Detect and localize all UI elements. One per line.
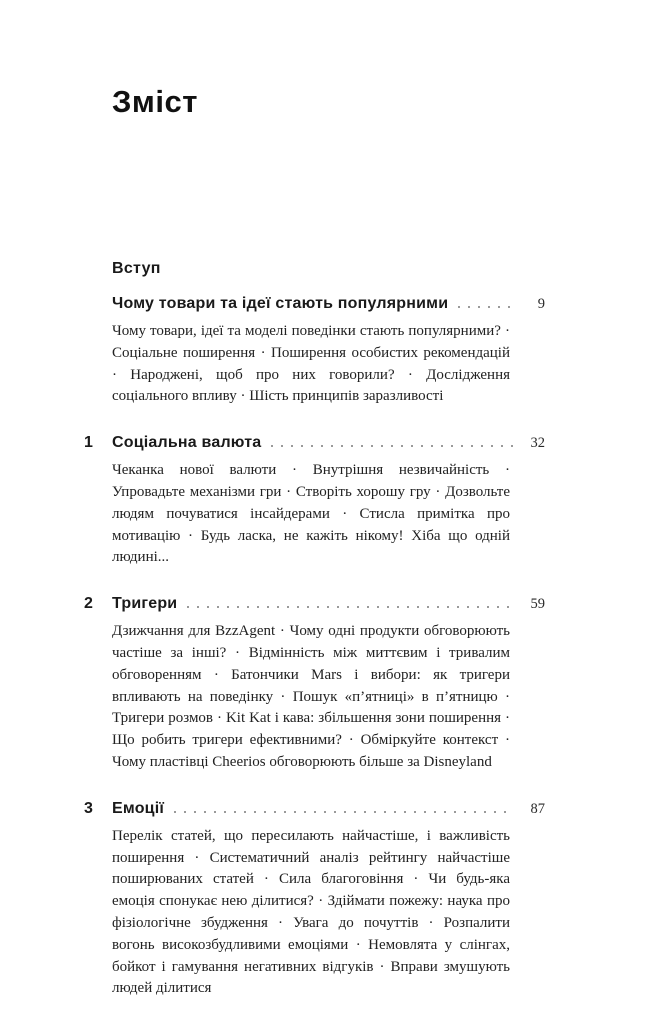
toc-heading-row	[112, 295, 545, 313]
entry-description: Дзижчання для BzzAgent · Чому одні продукти обговорюють частіше за інші? · Відмінність між миттєвим і тривалим обговоренням · Батончики Mars і вибори: як тригери впливають на поведінку · Пошук «п’ятниці» в п’ятницю · Тригери розмов · Kit Kat і кава: збільшення зони поширення · Що робить тригери ефективними? · Обміркуйте контекст · Чому пластівці Cheerios обговорюють більше за Disneyland	[112, 623, 510, 770]
entry-description: Перелік статей, що пересилають найчастіше, і важливість поширення · Систематичний аналіз рейтингу найчастіше поширюваних статей · Сила благоговіння · Чи будь-яка емоція спонукає нею ділитися? · Здіймати пожежу: наука про фізіологічне збудження · Увага до почуттів · Розпалити вогонь високозбудливими емоціями · Немовлята у слінгах, бойкот і гамування негативних відгуків · Вправи змушують людей ділитися	[112, 827, 510, 997]
section-label-intro: Вступ	[112, 260, 161, 277]
entry-page-number: 59	[530, 596, 545, 613]
entry-title: Чому товари та ідеї стають популярними	[112, 295, 449, 312]
entry-description: Чеканка нової валюти · Внутрішня незвичайність · Упровадьте механізми гри · Створіть хорошу гру · Дозвольте людям почуватися інсайдерами · Стисла примітка про мотивацію · Будь ласка, не кажіть нікому! Хіба що одній людині...	[112, 462, 510, 566]
dot-leader	[271, 445, 513, 447]
dot-leader	[187, 606, 513, 608]
toc-heading-row	[84, 434, 545, 452]
entry-page-number: 32	[530, 435, 545, 452]
toc-heading-row	[84, 595, 545, 613]
entry-page-number: 87	[530, 800, 545, 817]
entry-title: Емоції	[112, 799, 165, 817]
toc-entry-chapter-2	[84, 595, 545, 774]
entry-page-number: 9	[537, 296, 545, 312]
entry-title: Тригери	[112, 595, 178, 613]
toc-entry-chapter-1	[84, 434, 545, 569]
dot-leader	[174, 811, 513, 813]
table-of-contents	[84, 260, 545, 1000]
entry-title: Соціальна валюта	[112, 434, 262, 452]
page-title: Зміст	[112, 84, 198, 119]
entry-number: 2	[84, 595, 93, 613]
entry-description: Чому товари, ідеї та моделі поведінки стають популярними? · Соціальне поширення · Поширення особистих рекомендацій · Народжені, щоб про них говорили? · Дослідження соціального впливу · Шість принципів заразливості	[112, 323, 510, 405]
toc-entry-intro	[112, 260, 545, 408]
toc-entry-chapter-3	[84, 799, 545, 1000]
entry-number: 3	[84, 799, 93, 817]
entry-number: 1	[84, 434, 93, 452]
dot-leader	[458, 306, 513, 308]
toc-heading-row	[84, 799, 545, 818]
